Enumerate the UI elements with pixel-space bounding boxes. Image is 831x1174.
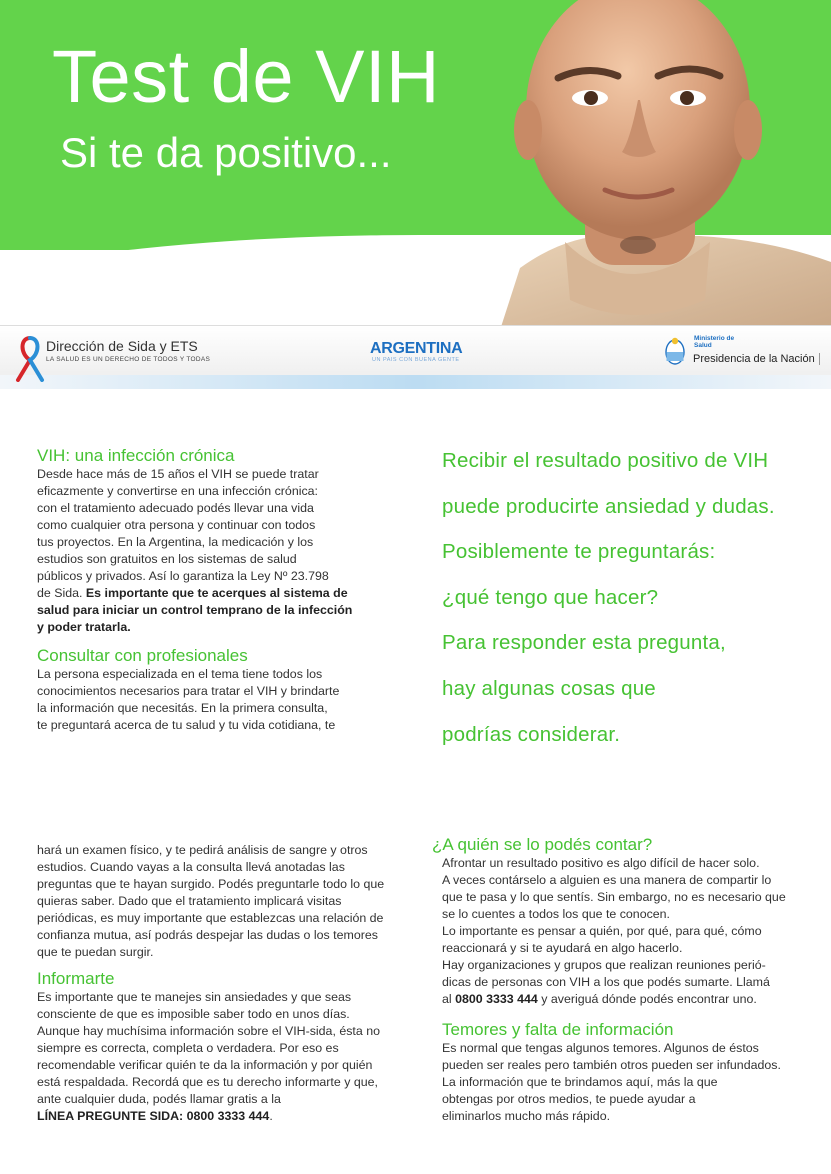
quote-line: hay algunas cosas que [442,676,656,700]
text-line: La persona especializada en el tema tiene todos los [37,666,323,681]
quote-line: Para responder esta pregunta, [442,631,726,655]
ministerio-line-2: Salud [694,342,712,349]
presidencia-label: Presidencia de la Nación [693,353,820,365]
section-body [37,466,382,636]
section-contar [432,836,812,1008]
text-line: como cualquier otra persona y continuar con todos [37,517,316,532]
text-line: públicos y privados. Así lo garantiza la Ley Nº 23.798 [37,568,329,583]
emphasis-text: Es importante que te acerques al sistema de [85,585,348,600]
hero-subtitle: Si te da positivo... [60,129,392,176]
text-line: periódicas, es muy importante que establezcas una relación de [37,911,384,925]
section-temores [442,1021,812,1125]
text-line: Aunque hay muchísima información sobre el VIH-sida, ésta no [37,1023,380,1038]
hero-title: Test de VIH [52,35,441,118]
text-line: eliminarlos mucho más rápido. [442,1108,611,1123]
quote-line: ¿qué tengo que hacer? [442,585,659,609]
text-line: Hay organizaciones y grupos que realizan reuniones perió- [442,957,766,972]
ministerio-line-1: Ministerio de [694,335,735,342]
text-line: reaccionará y si te ayudará en algo hacerlo. [442,940,683,955]
section-heading: Informarte [37,969,115,988]
national-seal-icon [664,336,686,366]
direccion-tagline: LA SALUD ES UN DERECHO DE TODOS Y TODAS [46,356,211,363]
argentina-logo: ARGENTINA [370,340,463,357]
text-line: tus proyectos. En la Argentina, la medicación y los [37,534,314,549]
text-line: ante cualquier duda, podés llamar gratis a la [37,1091,281,1106]
quote-line: Recibir el resultado positivo de VIH [442,449,769,472]
text-line: consciente de que es imposible saber todo en unos días. [37,1006,350,1021]
text-line: pueden ser reales pero también otros pueden ser infundados. [442,1057,781,1072]
text-line: recomendable verificar quién te da la información y por quién [37,1057,373,1072]
section-informarte [37,970,417,1125]
section-body [37,842,417,961]
section-heading: Temores y falta de información [442,1020,674,1039]
phone-number: 0800 3333 444 [455,991,538,1006]
text-line: dicas de personas con VIH a los que podés sumarte. Llamá [442,974,770,989]
text-line: quieras saber. Dado que el tratamiento implicará visitas [37,894,342,908]
text-line: te preguntará acerca de tu salud y tu vida cotidiana, te [37,717,336,732]
section-body [442,1040,812,1125]
text-line: de Sida. [37,585,86,600]
text-line: Es normal que tengas algunos temores. Algunos de éstos [442,1040,759,1055]
text-line: La información que te brindamos aquí, más la que [442,1074,718,1089]
pull-quote [442,438,812,757]
text-line: conocimientos necesarios para tratar el VIH y brindarte [37,683,340,698]
text-line: que te puedan surgir. [37,945,154,959]
logo-bar-blue-strip [0,375,831,389]
section-consultar-continued [37,842,417,961]
text-line: Es importante que te manejes sin ansiedades y que seas [37,989,352,1004]
text-line: estudios son gratuitos en los sistemas de salud [37,551,297,566]
quote-line: podrías considerar. [442,722,621,746]
text-line: eficazmente y convertirse en una infección crónica: [37,483,318,498]
argentina-tagline: UN PAIS CON BUENA GENTE [372,357,460,363]
red-ribbon-icon [14,334,46,382]
emphasis-text: salud para iniciar un control temprano de la infección [37,602,353,617]
ministerio-label [694,335,734,349]
text-line: y averiguá dónde podés encontrar uno. [537,991,757,1006]
hotline-number: LÍNEA PREGUNTE SIDA: 0800 3333 444 [37,1108,270,1123]
text-line: preguntas que te hayan surgido. Podés preguntarle todo lo que [37,877,385,891]
quote-line: puede producirte ansiedad y dudas. [442,494,775,518]
text-line: estudios. Cuando vayas a la consulta llevá anotadas las [37,860,345,874]
section-body [432,855,812,1008]
text-line: hará un examen físico, y te pedirá análisis de sangre y otros [37,843,368,857]
section-vih [37,447,382,636]
text-line: confianza mutua, así podrás despejar las dudas o los temores [37,928,378,942]
text-line: A veces contárselo a alguien es una manera de compartir lo [442,872,772,887]
text-line: obtengas por otros medios, te puede ayudar a [442,1091,696,1106]
man-portrait-photo [470,0,831,330]
text-line: Lo importante es pensar a quién, por qué, para qué, cómo [442,923,762,938]
section-body [37,666,382,734]
text-line: Desde hace más de 15 años el VIH se puede tratar [37,466,319,481]
text-line: al [442,991,456,1006]
text-line: que te pasa y lo que sentís. Sin embargo, no es necesario que [442,889,786,904]
hero-banner [0,0,831,330]
section-consultar [37,647,382,734]
emphasis-text: y poder tratarla. [37,619,131,634]
section-heading: VIH: una infección crónica [37,446,235,465]
text-line: se lo cuentes a todos los que te conocen. [442,906,671,921]
text-line: con el tratamiento adecuado podés llevar una vida [37,500,314,515]
text-line: siempre es correcta, completa o verdadera. Por eso es [37,1040,339,1055]
direccion-title: Dirección de Sida y ETS [46,338,198,354]
section-body [37,989,417,1125]
section-heading: Consultar con profesionales [37,646,248,665]
quote-line: Posiblemente te preguntarás: [442,540,716,564]
text-line: Afrontar un resultado positivo es algo difícil de hacer solo. [442,855,760,870]
text-line: . [269,1108,273,1123]
text-line: está respaldada. Recordá que es tu derecho informarte y que, [37,1074,378,1089]
text-line: la información que necesitás. En la primera consulta, [37,700,328,715]
section-heading: ¿A quién se lo podés contar? [432,835,653,854]
